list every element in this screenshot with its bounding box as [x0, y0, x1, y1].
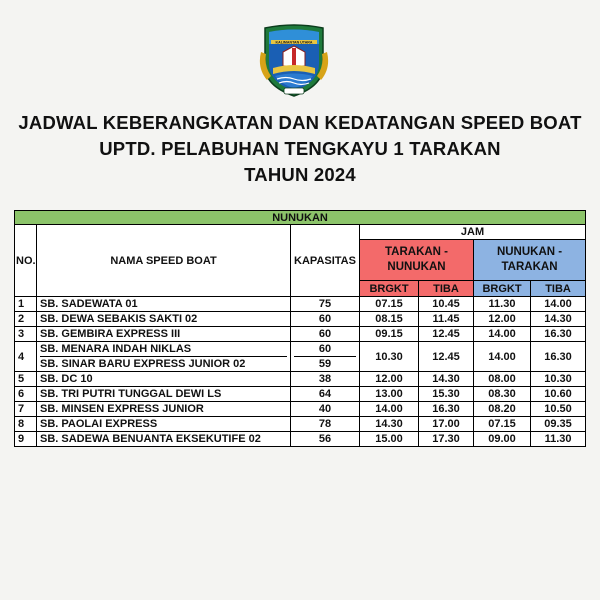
header-route-tarakan-nunukan — [360, 240, 474, 281]
row-capacity: 60 — [291, 327, 360, 342]
header-no: NO. — [15, 225, 37, 297]
row-tiba-1: 14.30 — [419, 372, 474, 387]
row-tiba-2: 10.50 — [531, 402, 586, 417]
row-tiba-1: 16.30 — [419, 402, 474, 417]
row-brgkt-2: 08.00 — [474, 372, 531, 387]
row-no: 9 — [15, 432, 37, 447]
row-brgkt-1: 07.15 — [360, 297, 419, 312]
row-no: 7 — [15, 402, 37, 417]
row-brgkt-2: 12.00 — [474, 312, 531, 327]
row-brgkt-1: 08.15 — [360, 312, 419, 327]
row-capacity: 78 — [291, 417, 360, 432]
row-brgkt-1: 09.15 — [360, 327, 419, 342]
row-brgkt-2: 09.00 — [474, 432, 531, 447]
header-tiba-2: TIBA — [531, 281, 586, 297]
header-name: NAMA SPEED BOAT — [37, 225, 291, 297]
row-brgkt-2: 08.30 — [474, 387, 531, 402]
row-tiba-1: 10.45 — [419, 297, 474, 312]
row-tiba-2: 14.30 — [531, 312, 586, 327]
route2-label: NUNUKAN - TARAKAN — [496, 246, 563, 273]
row-tiba-2: 10.60 — [531, 387, 586, 402]
row-name: SB. GEMBIRA EXPRESS III — [37, 327, 291, 342]
row-no: 2 — [15, 312, 37, 327]
header-row-1 — [15, 225, 586, 240]
row-name: SB. SADEWATA 01 — [37, 297, 291, 312]
region-header-row — [15, 211, 586, 225]
row-name: SB. MENARA INDAH NIKLAS — [40, 342, 287, 357]
row-brgkt-1: 14.00 — [360, 402, 419, 417]
row-capacity: 64 — [291, 387, 360, 402]
table-row — [15, 372, 586, 387]
row-name: SB. SINAR BARU EXPRESS JUNIOR 02 — [40, 358, 246, 370]
row-capacity: 60 — [291, 312, 360, 327]
table-row — [15, 387, 586, 402]
region-title: NUNUKAN — [15, 211, 586, 225]
row-no: 3 — [15, 327, 37, 342]
title-line-3: TAHUN 2024 — [244, 164, 356, 185]
row-tiba-2: 10.30 — [531, 372, 586, 387]
row-no: 5 — [15, 372, 37, 387]
title-line-1: JADWAL KEBERANGKATAN DAN KEDATANGAN SPEED BOAT — [18, 112, 582, 133]
row-name: SB. MINSEN EXPRESS JUNIOR — [37, 402, 291, 417]
row-brgkt-2: 07.15 — [474, 417, 531, 432]
header-brgkt-2: BRGKT — [474, 281, 531, 297]
row-capacity: 60 — [294, 342, 356, 357]
table-row — [15, 402, 586, 417]
emblem-logo — [259, 22, 329, 98]
row-capacity: 59 — [318, 358, 332, 370]
schedule-table — [14, 210, 586, 447]
row-brgkt-1: 14.30 — [360, 417, 419, 432]
row-brgkt-2: 14.00 — [474, 342, 531, 372]
row-brgkt-2: 14.00 — [474, 327, 531, 342]
table-row — [15, 417, 586, 432]
title-line-2: UPTD. PELABUHAN TENGKAYU 1 TARAKAN — [99, 138, 501, 159]
row-tiba-2: 16.30 — [531, 342, 586, 372]
row-capacity: 75 — [291, 297, 360, 312]
row-capacity: 56 — [291, 432, 360, 447]
row-name: SB. PAOLAI EXPRESS — [37, 417, 291, 432]
row-tiba-1: 11.45 — [419, 312, 474, 327]
header-brgkt-1: BRGKT — [360, 281, 419, 297]
table-row — [15, 327, 586, 342]
header-tiba-1: TIBA — [419, 281, 474, 297]
header-capacity: KAPASITAS — [291, 225, 360, 297]
row-capacity: 40 — [291, 402, 360, 417]
row-no: 4 — [15, 342, 37, 372]
row-capacity: 38 — [291, 372, 360, 387]
row-tiba-2: 14.00 — [531, 297, 586, 312]
row-tiba-1: 17.30 — [419, 432, 474, 447]
row-no: 1 — [15, 297, 37, 312]
row-name: SB. TRI PUTRI TUNGGAL DEWI LS — [37, 387, 291, 402]
row-tiba-2: 16.30 — [531, 327, 586, 342]
row-brgkt-1: 13.00 — [360, 387, 419, 402]
row-capacity-group — [291, 342, 360, 372]
row-tiba-1: 17.00 — [419, 417, 474, 432]
row-name: SB. DC 10 — [37, 372, 291, 387]
logo-text: KALIMANTAN UTARA — [275, 40, 313, 45]
table-row — [15, 312, 586, 327]
row-brgkt-1: 12.00 — [360, 372, 419, 387]
row-brgkt-1: 15.00 — [360, 432, 419, 447]
row-name: SB. DEWA SEBAKIS SAKTI 02 — [37, 312, 291, 327]
row-name: SB. SADEWA BENUANTA EKSEKUTIFE 02 — [37, 432, 291, 447]
row-tiba-1: 12.45 — [419, 342, 474, 372]
row-no: 6 — [15, 387, 37, 402]
row-tiba-2: 09.35 — [531, 417, 586, 432]
table-row — [15, 297, 586, 312]
header-route-nunukan-tarakan — [474, 240, 586, 281]
row-name-group — [37, 342, 291, 372]
row-brgkt-2: 08.20 — [474, 402, 531, 417]
header-jam: JAM — [360, 225, 586, 240]
row-brgkt-2: 11.30 — [474, 297, 531, 312]
row-tiba-2: 11.30 — [531, 432, 586, 447]
row-no: 8 — [15, 417, 37, 432]
table-row — [15, 342, 586, 372]
route1-label: TARAKAN - NUNUKAN — [384, 246, 449, 273]
row-brgkt-1: 10.30 — [360, 342, 419, 372]
table-row — [15, 432, 586, 447]
row-tiba-1: 12.45 — [419, 327, 474, 342]
row-tiba-1: 15.30 — [419, 387, 474, 402]
